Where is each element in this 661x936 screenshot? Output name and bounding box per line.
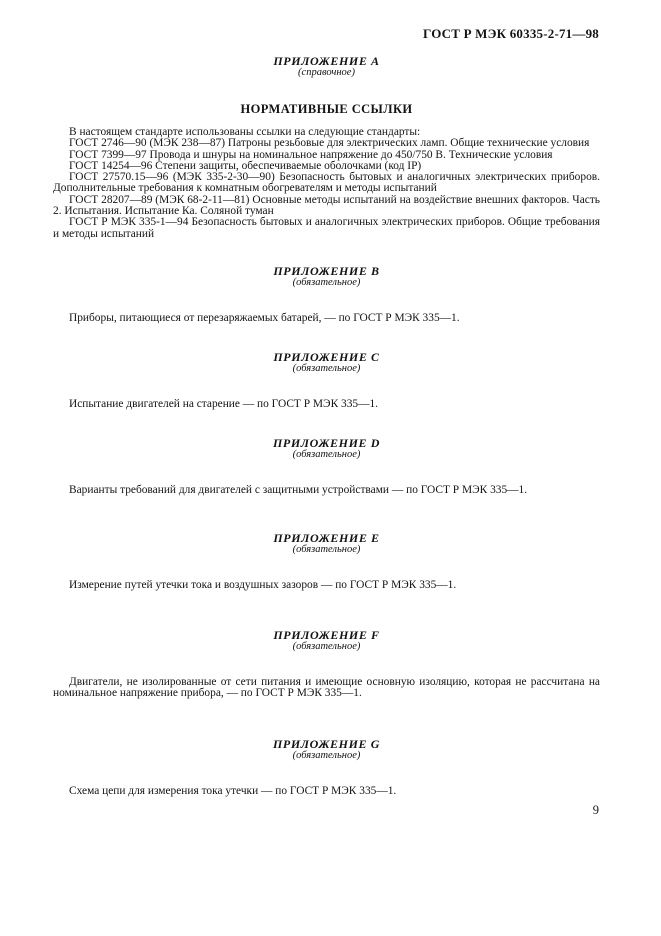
appendix-c-note: (обязательное) — [292, 363, 361, 374]
appendix-g-note: (обязательное) — [292, 750, 361, 761]
references-list — [53, 127, 600, 240]
appendix-d-section — [53, 437, 600, 496]
appendix-g-section — [53, 738, 600, 797]
appendix-b-note: (обязательное) — [292, 277, 361, 288]
appendix-c-section — [53, 351, 600, 410]
appendix-f-text: Двигатели, не изолированные от сети питания и имеющие основную изоляцию, которая не рассчитана на номинальное напряжение прибора, — по ГОСТ Р МЭК 335—1. — [53, 676, 600, 700]
appendix-c-text: Испытание двигателей на старение — по ГОСТ Р МЭК 335—1. — [69, 398, 379, 410]
appendix-a-title: ПРИЛОЖЕНИЕ А — [273, 54, 380, 68]
appendix-b-text: Приборы, питающиеся от перезаряжаемых батарей, — по ГОСТ Р МЭК 335—1. — [69, 312, 460, 324]
appendix-f-note: (обязательное) — [292, 641, 361, 652]
reference-item: ГОСТ 7399—97 Провода и шнуры на номинальное напряжение до 450/750 В. Технические условия — [69, 148, 553, 161]
appendix-b-title: ПРИЛОЖЕНИЕ В — [273, 264, 380, 278]
appendix-d-note: (обязательное) — [292, 449, 361, 460]
document-code-header: ГОСТ Р МЭК 60335-2-71—98 — [423, 26, 599, 41]
appendix-d-title: ПРИЛОЖЕНИЕ D — [273, 436, 380, 450]
reference-item: ГОСТ 27570.15—96 (МЭК 335-2-30—90) Безопасность бытовых и аналогичных электрических приборов. Дополнительные требования к комнатным обогревателям и методы испытаний — [53, 171, 600, 195]
normative-references-heading: НОРМАТИВНЫЕ ССЫЛКИ — [240, 102, 413, 116]
appendix-f-section — [53, 629, 600, 700]
reference-item: ГОСТ Р МЭК 335-1—94 Безопасность бытовых и аналогичных электрических приборов. Общие требования и методы испытаний — [53, 216, 600, 240]
reference-item: ГОСТ 28207—89 (МЭК 68-2-11—81) Основные методы испытаний на воздействие внешних факторов. Часть 2. Испытания. Испытание Ка. Соляной туман — [53, 193, 600, 218]
appendix-e-text: Измерение путей утечки тока и воздушных зазоров — по ГОСТ Р МЭК 335—1. — [69, 579, 457, 591]
appendix-d-text: Варианты требований для двигателей с защитными устройствами — по ГОСТ Р МЭК 335—1. — [69, 484, 528, 496]
appendix-f-title: ПРИЛОЖЕНИЕ F — [273, 628, 380, 642]
appendix-e-title: ПРИЛОЖЕНИЕ Е — [273, 531, 380, 545]
reference-item: ГОСТ 2746—90 (МЭК 238—87) Патроны резьбовые для электрических ламп. Общие технические условия — [69, 137, 590, 150]
appendix-b-section — [53, 265, 600, 324]
appendix-e-note: (обязательное) — [292, 544, 361, 555]
appendix-a-section — [53, 55, 600, 240]
reference-item: ГОСТ 14254—96 Степени защиты, обеспечиваемые оболочками (код IP) — [69, 159, 422, 172]
appendix-g-text: Схема цепи для измерения тока утечки — по ГОСТ Р МЭК 335—1. — [69, 785, 397, 797]
appendix-e-section — [53, 532, 600, 591]
appendix-g-title: ПРИЛОЖЕНИЕ G — [273, 737, 380, 751]
appendix-a-note: (справочное) — [298, 67, 355, 78]
appendix-c-title: ПРИЛОЖЕНИЕ С — [273, 350, 380, 364]
page-number: 9 — [592, 803, 599, 817]
references-intro: В настоящем стандарте использованы ссылки на следующие стандарты: — [69, 126, 421, 138]
